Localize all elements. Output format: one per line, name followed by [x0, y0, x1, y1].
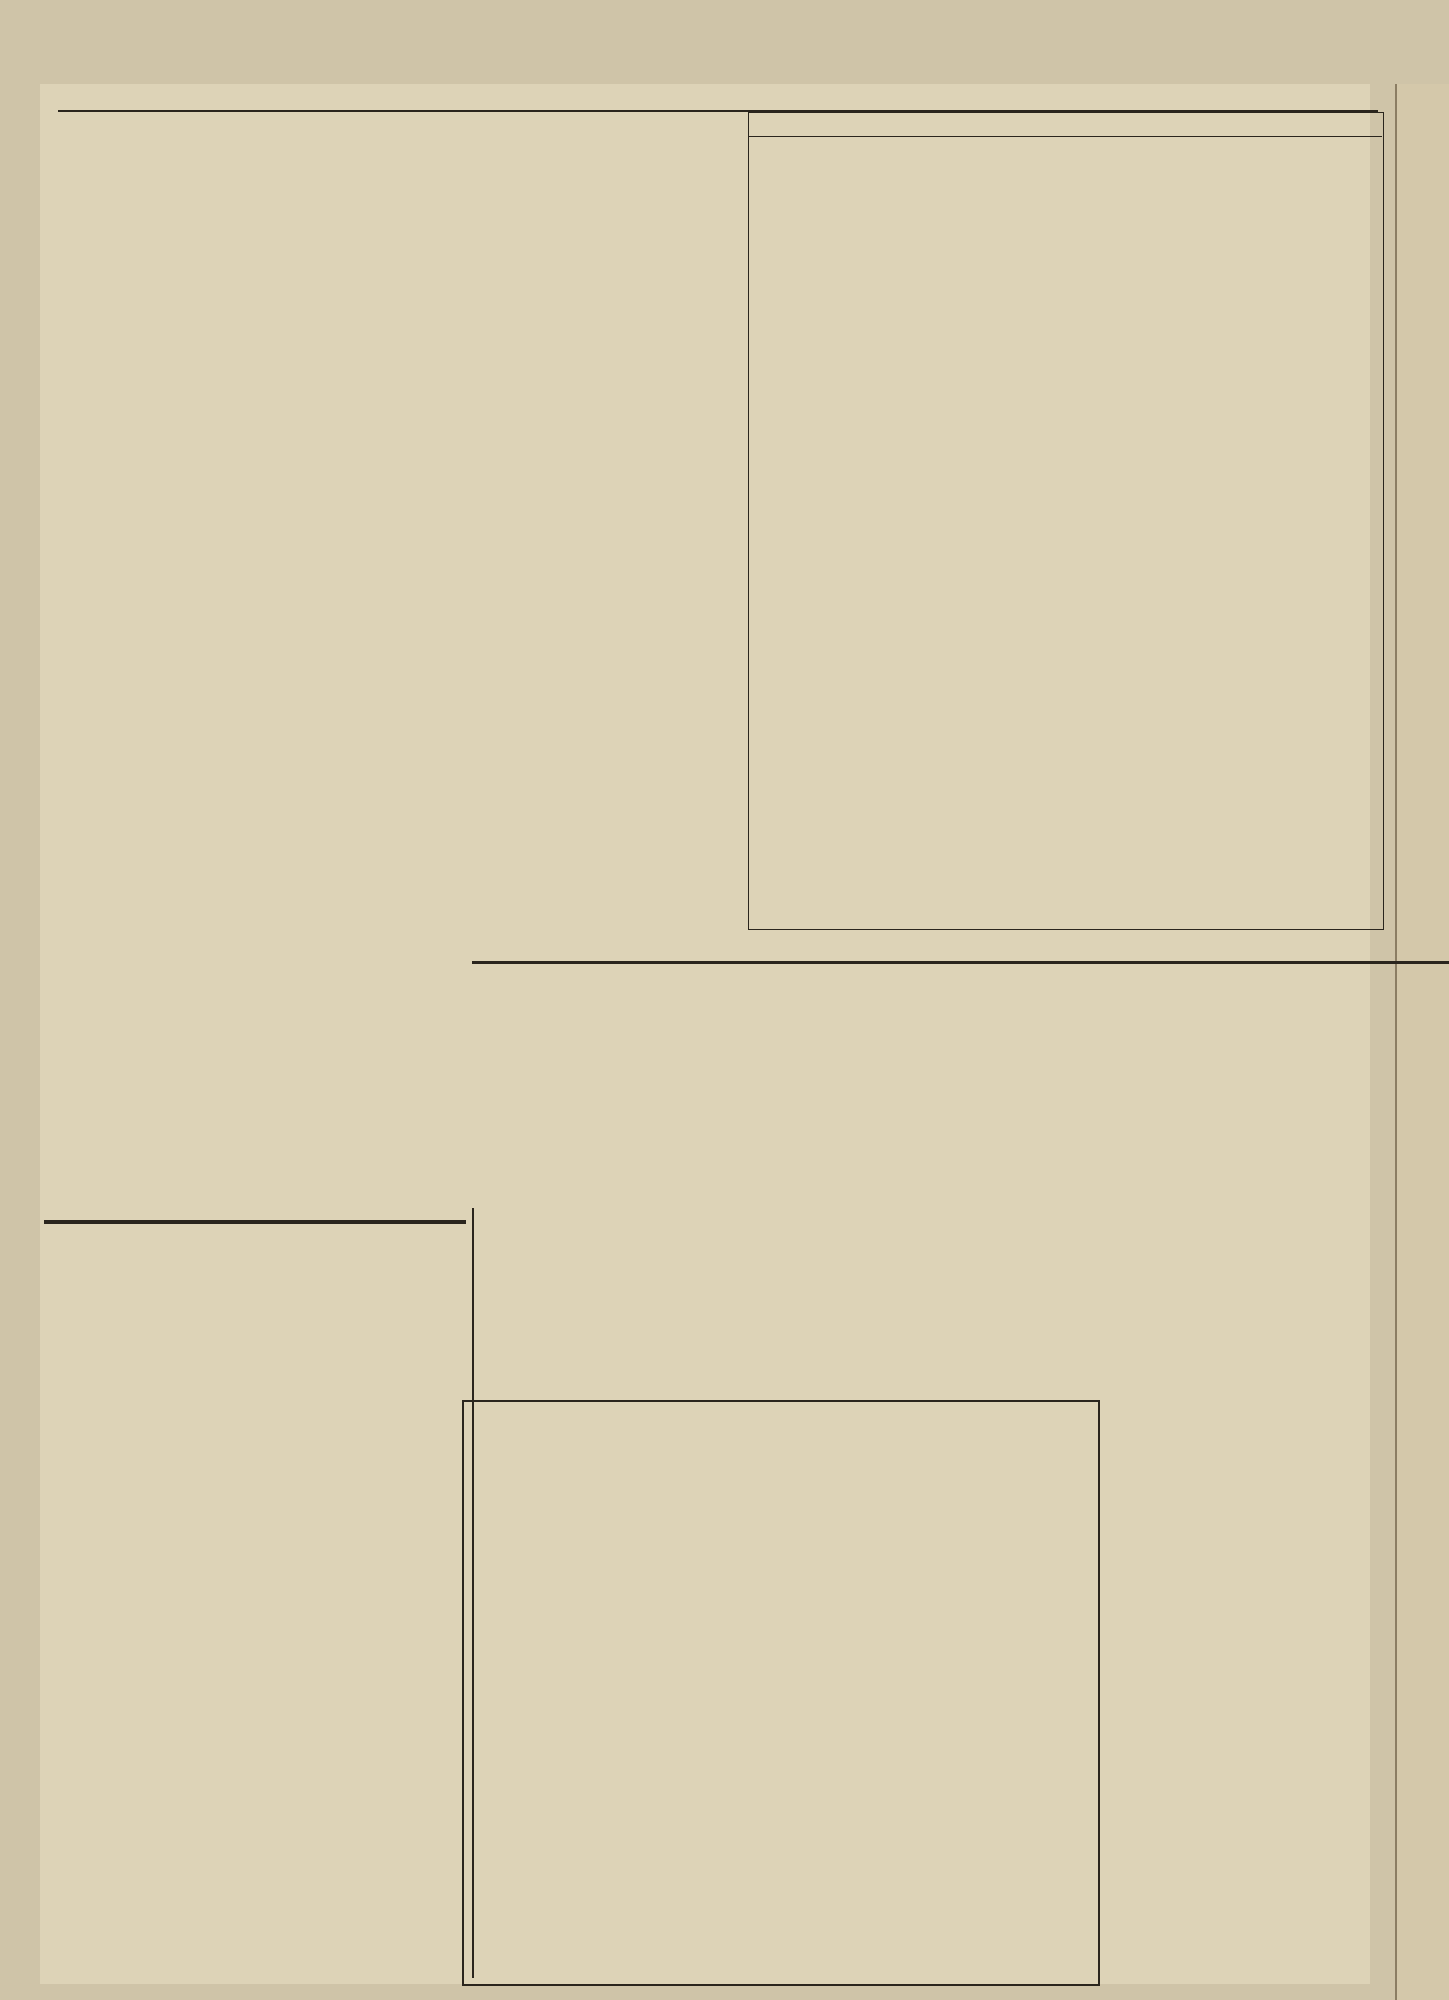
plan-title [800, 527, 1320, 561]
adjacent-page-strip [1395, 84, 1449, 2000]
cwierc-title [60, 1228, 460, 1338]
main-article-col2 [222, 180, 387, 1210]
wyniki-table-wrap [468, 1508, 1090, 1978]
cwierc-body [44, 1360, 462, 1970]
cut-box-right [1075, 160, 1375, 560]
program-col-b [693, 1054, 859, 1396]
cut-box-left [752, 140, 1052, 580]
cut-box-title [755, 114, 1055, 136]
plan-table-wrap [750, 566, 1380, 906]
main-article-col1 [46, 194, 211, 1204]
wyniki-intro [470, 1442, 1088, 1504]
plan-footer [755, 910, 1375, 926]
program-col-c [868, 1054, 1034, 1396]
cwierc-continued [140, 1340, 360, 1356]
page-header [58, 88, 1378, 112]
continued-note [62, 178, 202, 194]
program-col-a [472, 970, 687, 1400]
program-col-d [1104, 970, 1272, 1975]
